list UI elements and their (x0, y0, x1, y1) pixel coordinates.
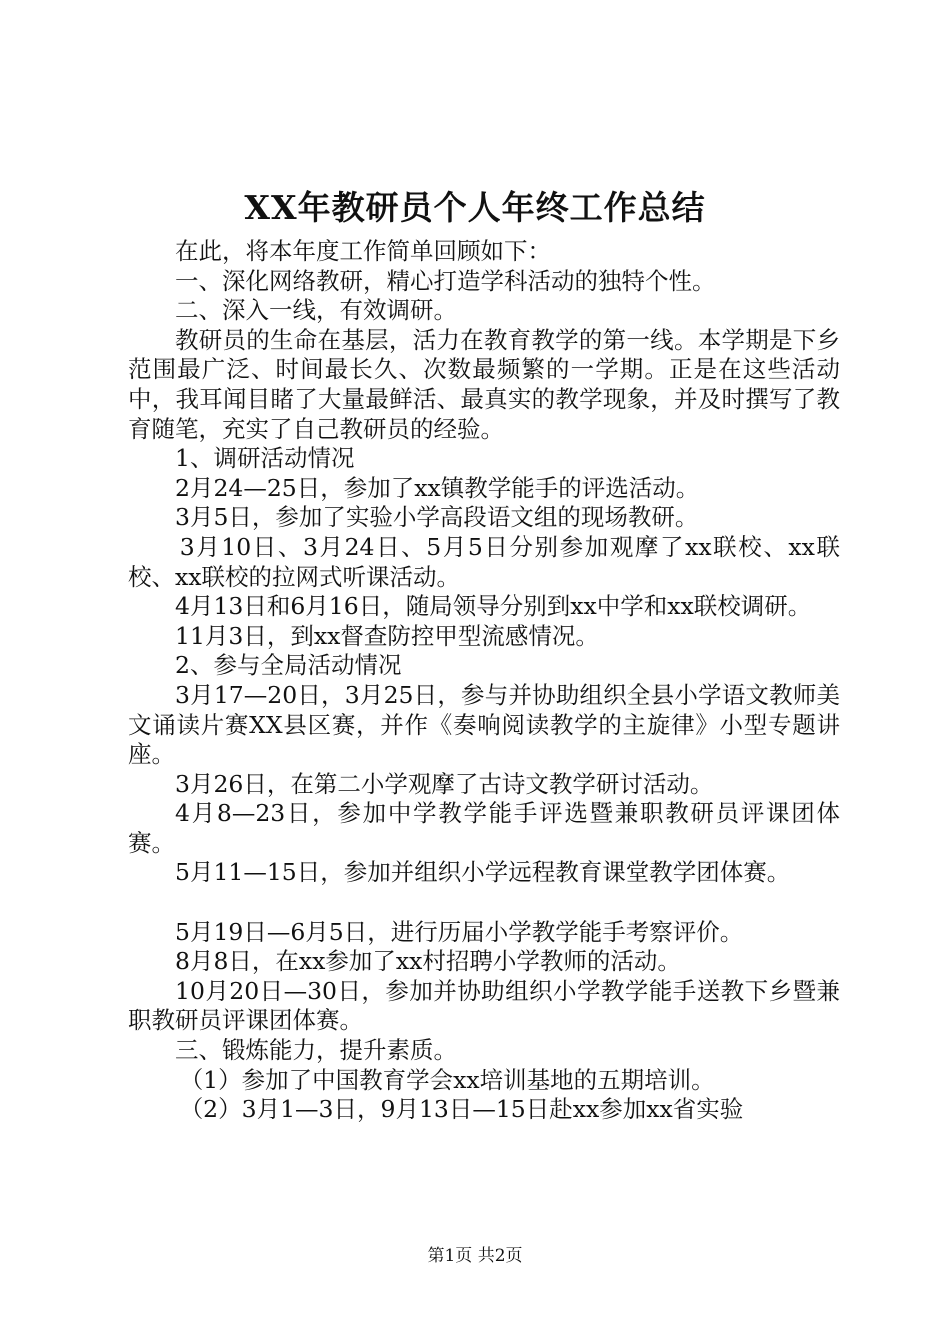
paragraph: （1）参加了中国教育学会xx培训基地的五期培训。 (179, 1065, 715, 1094)
document-title: XX年教研员个人年终工作总结 (244, 188, 706, 227)
paragraph: 5月11—15日，参加并组织小学远程教育课堂教学团体赛。 (175, 858, 791, 887)
paragraph: 4月8—23日，参加中学教学能手评选暨兼职教研员评课团体赛。 (128, 799, 840, 857)
paragraph: 教研员的生命在基层，活力在教育教学的第一线。本学期是下乡范围最广泛、时间最长久、次数最频繁的一学期。正是在这些活动中，我耳闻目睹了大量最鲜活、最真实的教学现象，并及时撰写了教育随笔，充实了自己教研员的经验。 (128, 325, 840, 443)
paragraph: 10月20日—30日，参加并协助组织小学教学能手送教下乡暨兼职教研员评课团体赛。 (128, 976, 840, 1035)
section-heading: 2、参与全局活动情况 (175, 651, 402, 680)
paragraph: 3月17—20日，3月25日，参与并协助组织全县小学语文教师美文诵读片赛XX县区赛，并作《奏响阅读教学的主旋律》小型专题讲座。 (128, 680, 840, 769)
paragraph: 在此，将本年度工作简单回顾如下： (175, 237, 551, 265)
paragraph: 二、深入一线，有效调研。 (175, 296, 457, 325)
paragraph: 3月10日、3月24日、5月5日分别参加观摩了xx联校、xx联校、xx联校的拉网式听课活动。 (128, 532, 840, 591)
section-heading: 1、调研活动情况 (175, 444, 355, 473)
page-number: 第1页 共2页 (427, 1246, 523, 1266)
paragraph: 4月13日和6月16日，随局领导分别到xx中学和xx联校调研。 (175, 592, 812, 621)
paragraph: 8月8日，在xx参加了xx村招聘小学教师的活动。 (175, 947, 681, 976)
paragraph: 2月24—25日，参加了xx镇教学能手的评选活动。 (175, 473, 700, 502)
blank-line (128, 888, 840, 918)
paragraph: 3月5日，参加了实验小学高段语文组的现场教研。 (175, 503, 699, 532)
paragraph: 3月26日，在第二小学观摩了古诗文教学研讨活动。 (175, 769, 714, 798)
document-body (128, 237, 840, 1125)
section-heading: 三、锻炼能力，提升素质。 (175, 1036, 457, 1065)
paragraph: 11月3日，到xx督查防控甲型流感情况。 (175, 621, 599, 650)
paragraph: 一、深化网络教研，精心打造学科活动的独特个性。 (175, 266, 716, 295)
paragraph: 5月19日—6月5日，进行历届小学教学能手考察评价。 (175, 917, 744, 946)
paragraph: （2）3月1—3日，9月13日—15日赴xx参加xx省实验 (179, 1095, 744, 1124)
